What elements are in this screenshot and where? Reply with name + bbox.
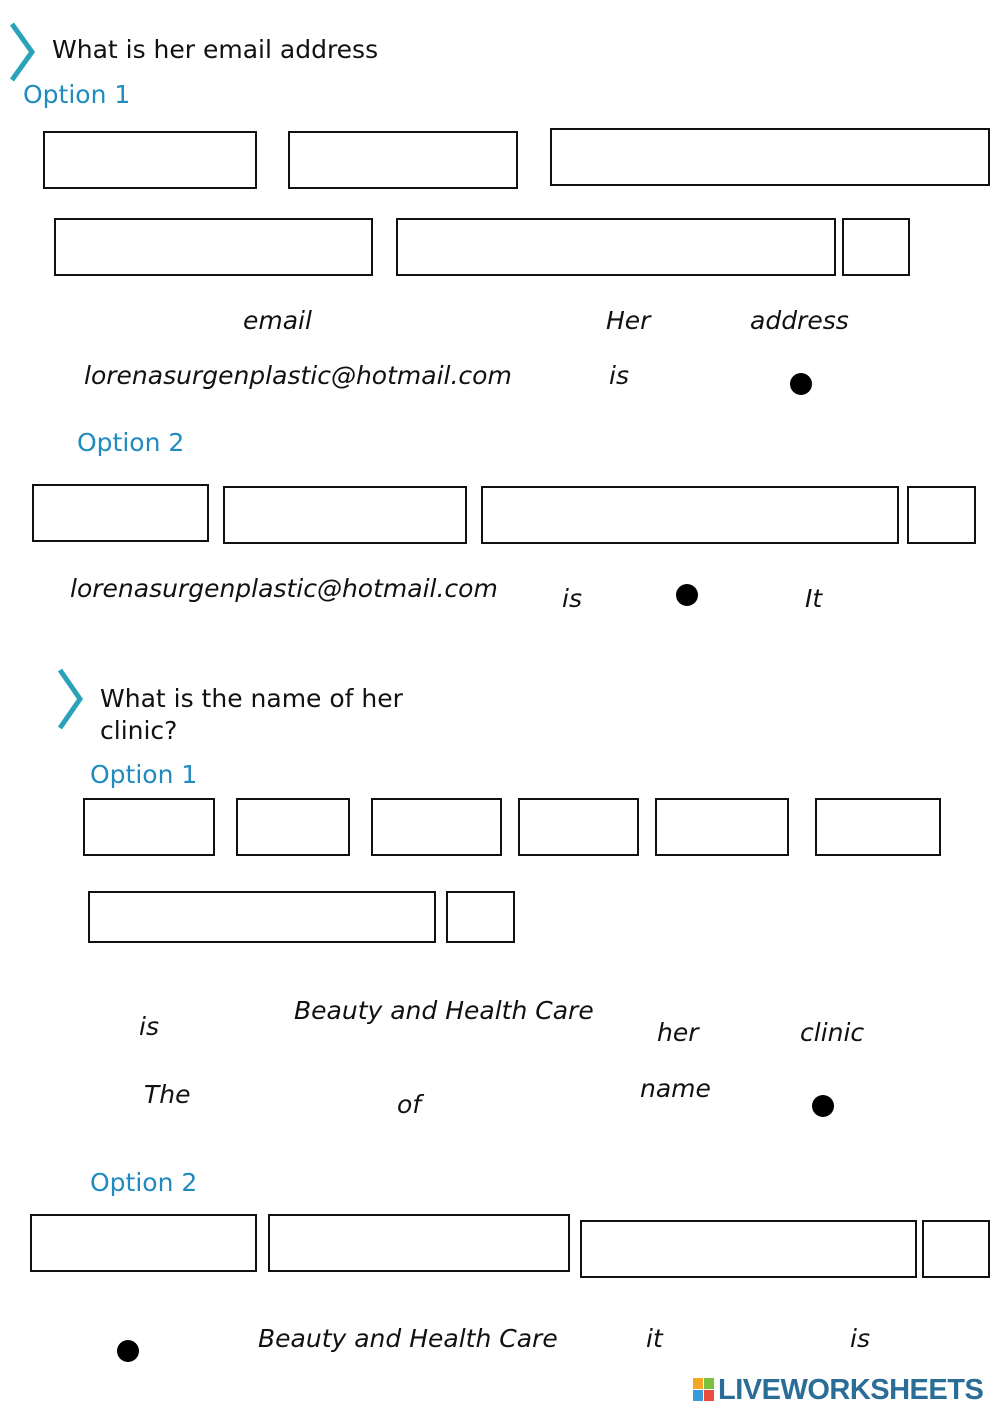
answer-box[interactable] [396, 218, 836, 276]
answer-box[interactable] [580, 1220, 917, 1278]
word-tile[interactable]: is [850, 1324, 870, 1353]
q1-option-1-label: Option 1 [23, 80, 131, 109]
answer-box[interactable] [43, 131, 257, 189]
word-tile[interactable]: Beauty and Health Care [294, 996, 594, 1025]
answer-box[interactable] [223, 486, 467, 544]
word-tile[interactable]: The [144, 1080, 191, 1109]
liveworksheets-logo-icon [693, 1378, 715, 1402]
answer-box[interactable] [30, 1214, 257, 1272]
answer-box[interactable] [446, 891, 515, 943]
answer-box[interactable] [32, 484, 209, 542]
word-tile[interactable]: lorenasurgenplastic@hotmail.com [84, 361, 512, 390]
answer-box[interactable] [481, 486, 899, 544]
answer-box[interactable] [815, 798, 941, 856]
answer-box[interactable] [88, 891, 436, 943]
answer-box[interactable] [371, 798, 502, 856]
word-tile[interactable]: email [243, 306, 312, 335]
word-tile[interactable]: address [750, 306, 849, 335]
word-tile[interactable]: Beauty and Health Care [258, 1324, 558, 1353]
word-tile[interactable]: name [640, 1074, 711, 1103]
answer-box[interactable] [550, 128, 990, 186]
liveworksheets-logo [693, 1374, 983, 1406]
answer-box[interactable] [54, 218, 373, 276]
word-tile[interactable]: is [139, 1012, 159, 1041]
question-2-text: What is the name of her clinic? [100, 684, 403, 745]
q2-option-2-label: Option 2 [90, 1168, 198, 1197]
chevron-right-icon [56, 668, 84, 730]
word-tile[interactable]: her [657, 1018, 699, 1047]
word-tile[interactable]: is [562, 584, 582, 613]
period-dot[interactable] [812, 1095, 834, 1117]
word-tile[interactable]: of [397, 1090, 422, 1119]
answer-box[interactable] [288, 131, 518, 189]
answer-box[interactable] [518, 798, 639, 856]
answer-box[interactable] [922, 1220, 990, 1278]
period-dot[interactable] [117, 1340, 139, 1362]
answer-box[interactable] [83, 798, 215, 856]
q2-option-1-label: Option 1 [90, 760, 198, 789]
answer-box[interactable] [236, 798, 350, 856]
answer-box[interactable] [655, 798, 789, 856]
logo-text: LIVEWORKSHEETS [718, 1373, 984, 1406]
answer-box[interactable] [907, 486, 976, 544]
word-tile[interactable]: Her [606, 306, 651, 335]
word-tile[interactable]: clinic [800, 1018, 865, 1047]
word-tile[interactable]: lorenasurgenplastic@hotmail.com [70, 574, 498, 603]
answer-box[interactable] [842, 218, 910, 276]
word-tile[interactable]: It [805, 584, 823, 613]
period-dot[interactable] [790, 373, 812, 395]
word-tile[interactable]: it [646, 1324, 663, 1353]
answer-box[interactable] [268, 1214, 570, 1272]
chevron-right-icon [8, 22, 36, 82]
word-tile[interactable]: is [609, 361, 629, 390]
period-dot[interactable] [676, 584, 698, 606]
q1-option-2-label: Option 2 [77, 428, 185, 457]
question-1-text: What is her email address [52, 35, 379, 64]
